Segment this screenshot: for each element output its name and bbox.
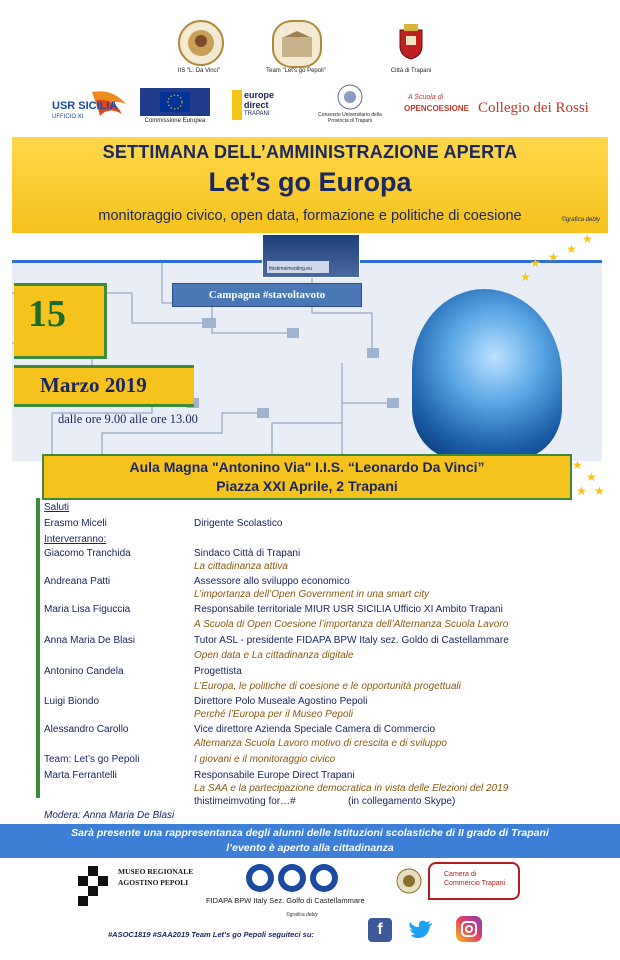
venue-box [42,454,572,500]
eu-commission-caption: Commissione Europea [144,118,206,124]
fidapa-label: FIDAPA BPW Italy Sez. Golfo di Castellammare [206,896,365,905]
eu-star-icon: ★ [582,232,593,246]
saluti-heading: Saluti [44,502,70,513]
instagram-icon[interactable] [456,916,482,942]
speaker-topic: I giovani e il monitoraggio civico [194,754,336,765]
camera-commercio-seal [396,868,422,894]
photo-caption: thistimeimvoting.eu [269,266,312,272]
eu-star-icon: ★ [586,470,597,484]
event-hours: dalle ore 9.00 alle ore 13.00 [58,412,198,426]
europe-direct-line2: direct [244,100,269,110]
speaker-topic: La SAA e la partecipazione democratica in vista delle Elezioni del 2019 [194,783,509,794]
speaker-name: Antonino Candela [44,666,124,677]
speaker-role: Tutor ASL - presidente FIDAPA BPW Italy sez. Goldo di Castellammare [194,635,509,646]
citta-trapani-logo [398,24,424,60]
date-month: Marzo 2019 [40,373,147,397]
usr-sub-label: UFFICIO XI [52,114,84,120]
eu-star-icon: ★ [566,242,577,256]
fidapa-logo [244,862,340,894]
program-list [36,498,576,821]
eu-star-icon: ★ [520,270,531,284]
europe-direct-line3: TRAPANI [244,111,270,117]
speaker-topic: Perché l’Europa per il Museo Pepoli [194,709,353,720]
eu-star-icon: ★ [594,484,605,498]
campaign-photo [262,234,360,278]
date-day: 15 [28,293,66,335]
eu-star-icon: ★ [548,250,559,264]
banner-subtitle: Let’s go Europa [208,167,412,197]
speaker-topic: La cittadinanza attiva [194,561,288,572]
speaker-topic: Open data e La cittadinanza digitale [194,650,354,661]
museo-pepoli-logo [74,866,114,906]
banner-title: SETTIMANA DELL’AMMINISTRAZIONE APERTA [102,142,518,162]
speaker-role: Direttore Polo Museale Agostino Pepoli [194,696,368,707]
team-pepoli-logo [272,20,322,68]
speaker-role: Sindaco Città di Trapani [194,548,301,559]
team-pepoli-caption: Team "Let's go Pepoli" [266,68,326,74]
europe-direct-logo [232,90,288,126]
speaker-role: Vice direttore Azienda Speciale Camera di Commercio [194,724,436,735]
opencoesione-line1: A Scuola di [408,94,444,101]
opencoesione-line2: OPENCOESIONE [404,104,469,113]
speaker-role: Progettista [194,666,242,677]
date-day-box [14,283,107,359]
speaker-topic: L’importanza dell’Open Government in una smart city [194,589,430,600]
eu-star-icon: ★ [530,256,541,270]
interverranno-heading: Interverranno: [44,534,107,545]
speaker-name: Andreana Patti [44,576,111,587]
usr-label: USR SICILIA [52,100,118,112]
collegio-rossi-logo: Collegio dei Rossi [478,100,589,116]
speaker-topic: L’Europa, le politiche di coesione e le opportunità progettuali [194,681,461,692]
twitter-icon[interactable] [408,918,434,942]
date-month-box [14,365,194,407]
banner-tagline: monitoraggio civico, open data, formazione e politiche di coesione [98,208,522,224]
program-accent-bar [36,498,40,798]
facebook-icon[interactable]: f [368,918,392,942]
speaker-name: Maria Lisa Figuccia [44,604,131,615]
robot-head-illustration [412,289,562,459]
usr-sicilia-logo [52,88,130,126]
notice-line2: l’evento è aperto alla cittadinanza [226,842,394,854]
social-text: #ASOC1819 #SAA2019 Team Let’s go Pepoli seguiteci su: [108,930,314,939]
speaker-topic: Alternanza Scuola Lavoro motivo di crescita e di sviluppo [194,738,447,749]
skype-note: (in collegamento Skype) [348,796,456,807]
speaker-role: Responsabile territoriale MIUR USR SICILIA Ufficio XI Ambito Trapani [194,604,503,615]
eu-star-icon: ★ [572,458,583,472]
consorzio-logo [308,84,392,130]
camera-commercio-label: Camera di Commercio Trapani [444,871,506,887]
consorzio-caption: Consorzio Universitario della Provincia di Trapani [318,112,382,124]
moderator: Modera: Anna Maria De Blasi [44,810,175,821]
speaker-name: Anna Maria De Blasi [44,635,136,646]
iis-da-vinci-caption: IIS "L. Da Vinci" [177,68,221,74]
speaker-name: Alessandro Carollo [44,724,129,735]
opencoesione-logo [404,94,468,124]
speaker-role: Responsabile Europe Direct Trapani [194,770,355,781]
speaker-name: Erasmo Miceli [44,518,107,529]
camera-commercio-logo [428,862,520,900]
eu-commission-logo [140,88,210,126]
footer-credit: ©grafica debly [286,912,319,918]
citta-trapani-caption: Città di Trapani [390,68,432,74]
venue-line2: Piazza XXI Aprile, 2 Trapani [216,478,398,494]
venue-line1: Aula Magna "Antonino Via" I.I.S. “Leonardo Da Vinci” [129,459,485,475]
banner-credit: ©grafica debly [561,217,600,223]
speaker-name: Marta Ferrantelli [44,770,117,781]
title-banner [12,137,608,233]
hashtag-line: thistimeimvoting for…# [194,796,296,807]
speaker-role: Assessore allo sviluppo economico [194,576,350,587]
speaker-role: Dirigente Scolastico [194,518,283,529]
speaker-name: Luigi Biondo [44,696,100,707]
museo-pepoli-label: MUSEO REGIONALE AGOSTINO PEPOLI [118,867,194,887]
notice-line1: Sarà presente una rappresentanza degli alunni delle Istituzioni scolastiche di II grado di Trapani [71,827,549,839]
iis-da-vinci-logo [178,20,224,66]
eu-star-icon: ★ [576,484,587,498]
speaker-name: Team: Let’s go Pepoli [44,754,140,765]
notice-band [0,824,620,858]
europe-direct-line1: europe [244,90,275,100]
campaign-label: Campagna #stavoltavoto [172,283,362,307]
speaker-name: Giacomo Tranchida [44,548,131,559]
speaker-topic: A Scuola di Open Coesione l’importanza dell’Alternanza Scuola Lavoro [194,619,509,630]
